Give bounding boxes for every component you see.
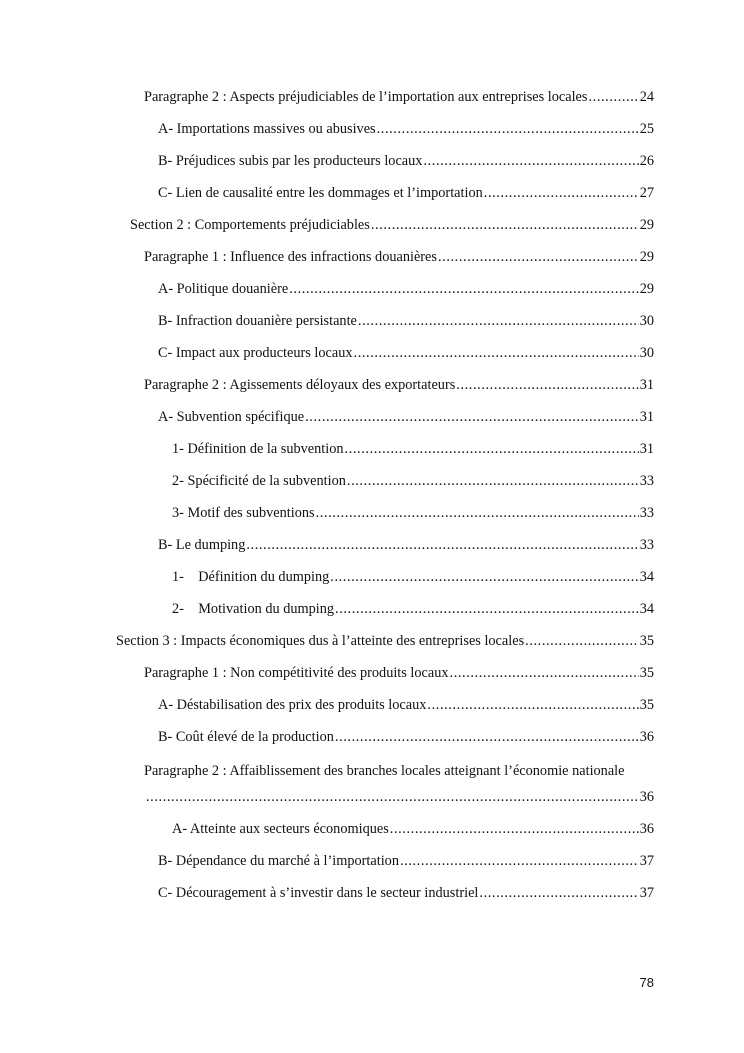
toc-entry-title: Paragraphe 2 : Affaiblissement des branches locales atteignant l’économie nationale: [144, 763, 625, 779]
toc-entry: [158, 850, 654, 872]
toc-entry-page: 34: [639, 601, 654, 617]
toc-entry: [158, 278, 654, 300]
toc-entry: [158, 310, 654, 332]
toc-entry: [158, 150, 654, 172]
toc-entry: [116, 630, 654, 652]
toc-entry-page: 30: [639, 345, 654, 361]
toc-entry-title: B- Dépendance du marché à l’importation: [158, 853, 399, 869]
toc-entry-title: A- Subvention spécifique: [158, 409, 305, 425]
toc-entry-title: Paragraphe 1 : Non compétitivité des produits locaux: [144, 665, 449, 681]
toc-entry-title: 1- Définition de la subvention: [172, 441, 344, 457]
toc-entry-title: A- Importations massives ou abusives: [158, 121, 376, 137]
toc-entry-title: A- Déstabilisation des prix des produits locaux: [158, 697, 427, 713]
toc-entry-wrapped-title: [144, 760, 654, 782]
toc-entry: [172, 566, 654, 588]
dot-leader: [438, 246, 639, 268]
toc-entry: [130, 214, 654, 236]
toc-entry-title: C- Découragement à s’investir dans le secteur industriel: [158, 885, 479, 901]
dot-leader: [358, 310, 639, 332]
toc-entry: [158, 118, 654, 140]
dot-leader: [484, 182, 639, 204]
dot-leader: [427, 694, 638, 716]
dot-leader: [345, 438, 639, 460]
dot-leader: [316, 502, 639, 524]
toc-entry-title: C- Lien de causalité entre les dommages et l’importation: [158, 185, 483, 201]
page-number: 78: [639, 975, 654, 990]
dot-leader: [377, 118, 639, 140]
toc-entry-title: 2- Motivation du dumping: [172, 601, 335, 617]
toc-entry-page: 25: [639, 121, 654, 137]
toc-entry: [158, 182, 654, 204]
toc-entry-page: 33: [639, 473, 654, 489]
toc-entry-title: Section 2 : Comportements préjudiciables: [130, 217, 370, 233]
toc-entry: [158, 342, 654, 364]
toc-entry-title: Paragraphe 1 : Influence des infractions douanières: [144, 249, 437, 265]
toc-entry-page: 36: [639, 821, 654, 837]
dot-leader: [330, 566, 638, 588]
toc-entry-page: 35: [639, 697, 654, 713]
toc-entry-page: 30: [639, 313, 654, 329]
toc-entry-title: B- Le dumping: [158, 537, 246, 553]
toc-entry: [144, 86, 654, 108]
toc-entry-title: Paragraphe 2 : Aspects préjudiciables de l’importation aux entreprises locales: [144, 89, 588, 105]
toc-entry-page: 26: [639, 153, 654, 169]
toc-entry-page: 37: [639, 885, 654, 901]
toc-entry: [144, 374, 654, 396]
toc-entry-page: 37: [639, 853, 654, 869]
toc-entry-page: 34: [639, 569, 654, 585]
toc-entry-title: A- Politique douanière: [158, 281, 289, 297]
toc-entry: [158, 882, 654, 904]
dot-leader: [246, 534, 638, 556]
dot-leader: [450, 662, 639, 684]
dot-leader: [289, 278, 638, 300]
toc-entry-page: 24: [639, 89, 654, 105]
toc-entry: [172, 598, 654, 620]
toc-entry-page: 33: [639, 537, 654, 553]
toc-entry-title: A- Atteinte aux secteurs économiques: [172, 821, 389, 837]
dot-leader: [456, 374, 638, 396]
toc-entry-title: 2- Spécificité de la subvention: [172, 473, 346, 489]
toc-entry-title: 3- Motif des subventions: [172, 505, 315, 521]
dot-leader: [335, 726, 639, 748]
toc-entry-title: Section 3 : Impacts économiques dus à l’atteinte des entreprises locales: [116, 633, 525, 649]
toc-entry: [144, 662, 654, 684]
toc-entry: [172, 470, 654, 492]
toc-entry-page: 31: [639, 377, 654, 393]
dot-leader: [588, 86, 638, 108]
dot-leader: [479, 882, 638, 904]
toc-entry-page: 31: [639, 409, 654, 425]
dot-leader: [347, 470, 639, 492]
dot-leader: [146, 786, 639, 808]
toc-entry-title: C- Impact aux producteurs locaux: [158, 345, 353, 361]
toc-entry: [144, 246, 654, 268]
toc-entry-title: B- Préjudices subis par les producteurs locaux: [158, 153, 423, 169]
dot-leader: [354, 342, 639, 364]
toc-entry-page: 35: [639, 665, 654, 681]
dot-leader: [390, 818, 639, 840]
toc-entry-page: 29: [639, 249, 654, 265]
toc-entry: [158, 726, 654, 748]
toc-entry-title: B- Coût élevé de la production: [158, 729, 334, 745]
toc-entry-page: 35: [639, 633, 654, 649]
toc-entry-title: B- Infraction douanière persistante: [158, 313, 357, 329]
toc-entry: [172, 818, 654, 840]
toc-entry: [172, 502, 654, 524]
toc-entry-page: 33: [639, 505, 654, 521]
toc-entry: [158, 694, 654, 716]
dot-leader: [335, 598, 639, 620]
toc-entry-wrapped-leader: [146, 786, 654, 808]
dot-leader: [525, 630, 639, 652]
toc-entry: [158, 406, 654, 428]
toc-entry-title: Paragraphe 2 : Agissements déloyaux des exportateurs: [144, 377, 456, 393]
dot-leader: [400, 850, 639, 872]
toc-entry-page: 29: [639, 217, 654, 233]
toc-entry-page: 36: [639, 789, 654, 805]
toc-entry-title: 1- Définition du dumping: [172, 569, 330, 585]
toc-entry-page: 29: [639, 281, 654, 297]
toc-entry-page: 31: [639, 441, 654, 457]
toc-entry: [158, 534, 654, 556]
toc-entry-page: 36: [639, 729, 654, 745]
dot-leader: [371, 214, 639, 236]
toc-entry: [172, 438, 654, 460]
dot-leader: [423, 150, 638, 172]
dot-leader: [305, 406, 639, 428]
toc-entry-page: 27: [639, 185, 654, 201]
